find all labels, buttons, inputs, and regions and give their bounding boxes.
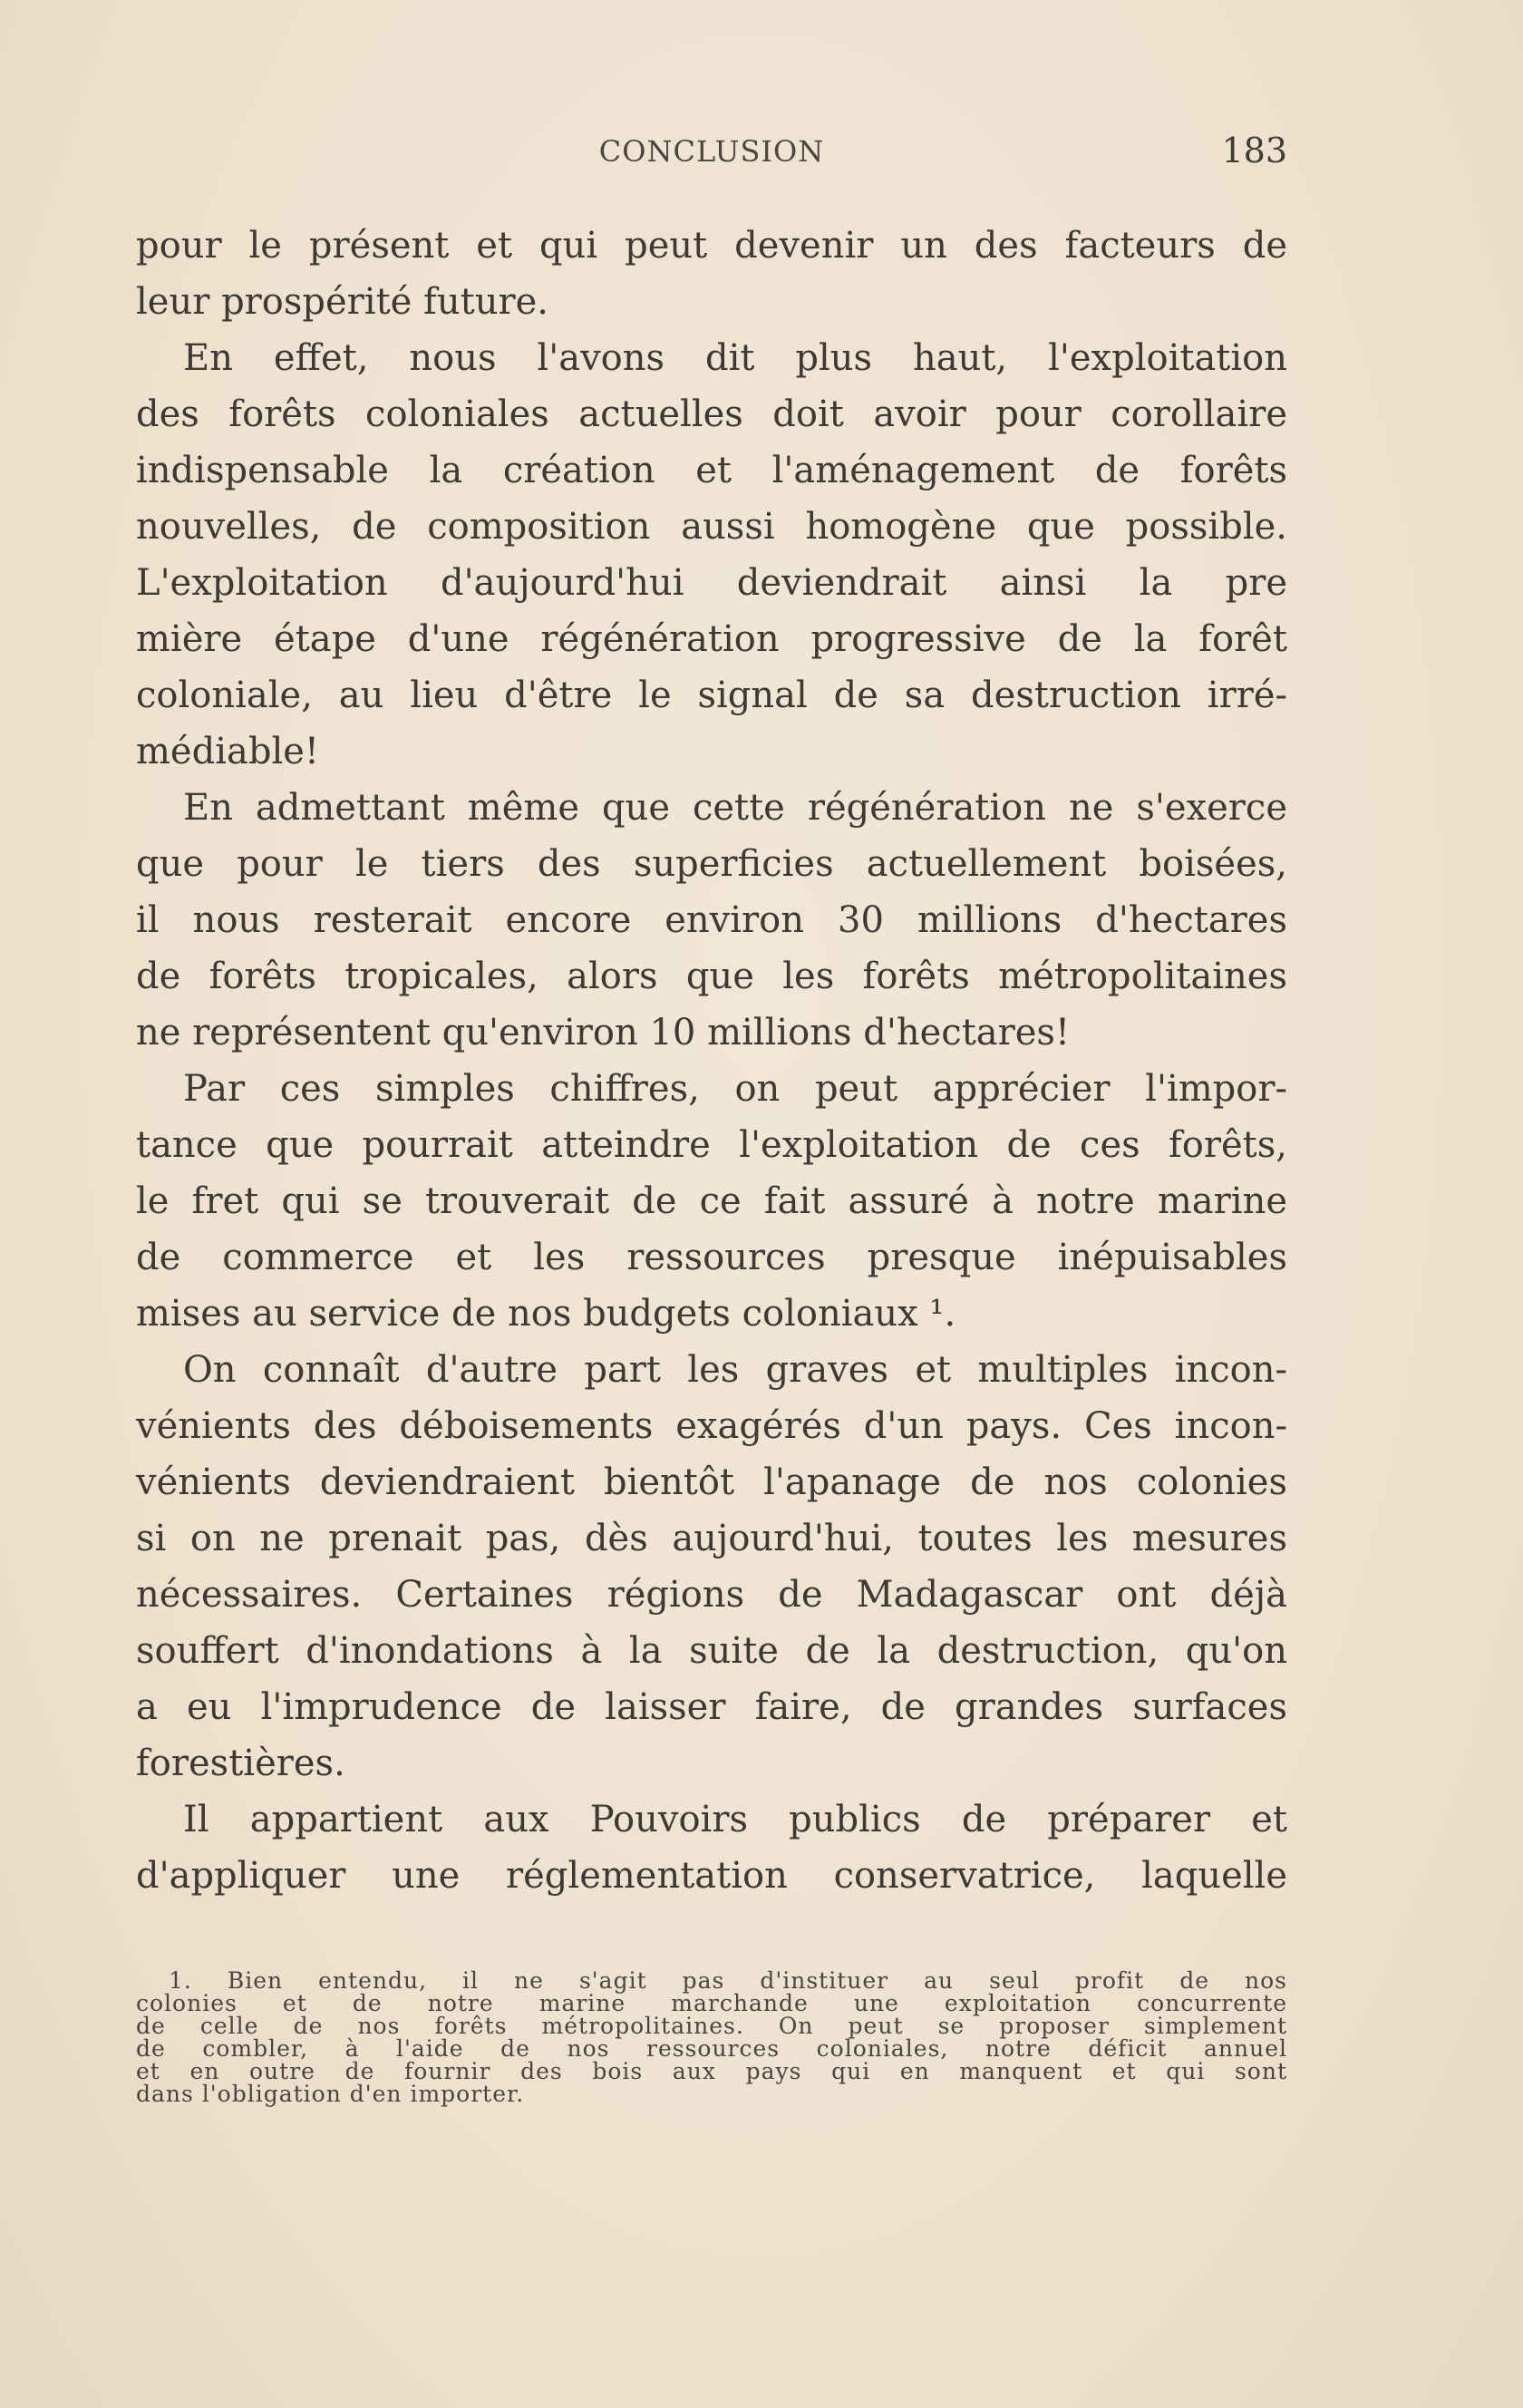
text-line: nécessaires. Certaines régions de Madagascar ont déjà <box>136 1574 1287 1616</box>
text-line: souffert d'inondations à la suite de la destruction, qu'on <box>136 1630 1287 1672</box>
text-line: de commerce et les ressources presque inépuisables <box>136 1237 1287 1278</box>
text-line: il nous resterait encore environ 30 millions d'hectares <box>136 899 1287 941</box>
text-line: pour le présent et qui peut devenir un des facteurs de <box>136 225 1287 267</box>
footnote-line: 1. Bien entendu, il ne s'agit pas d'instituer au seul profit de nos <box>169 1967 1287 1994</box>
text-line: si on ne prenait pas, dès aujourd'hui, toutes les mesures <box>136 1518 1287 1559</box>
text-line: que pour le tiers des superficies actuellement boisées, <box>136 843 1287 885</box>
body-text <box>136 218 1287 1904</box>
running-title: CONCLUSION <box>598 134 825 169</box>
text-line: En effet, nous l'avons dit plus haut, l'exploitation <box>183 337 1287 379</box>
text-line: Il appartient aux Pouvoirs publics de préparer et <box>183 1799 1287 1840</box>
text-line: de forêts tropicales, alors que les forêts métropolitaines <box>136 956 1287 997</box>
footnote-line: colonies et de notre marine marchande une exploitation concurrente <box>136 1990 1287 2016</box>
text-line: L'exploitation d'aujourd'hui deviendrait ainsi la pre <box>136 562 1287 604</box>
text-line: ne représentent qu'environ 10 millions d'hectares! <box>136 1012 1071 1054</box>
text-line: tance que pourrait atteindre l'exploitation de ces forêts, <box>136 1124 1287 1166</box>
text-line: des forêts coloniales actuelles doit avoir pour corollaire <box>136 393 1287 435</box>
page-number: 183 <box>1221 131 1287 170</box>
text-line: En admettant même que cette régénération ne s'exerce <box>183 787 1287 829</box>
text-line: vénients des déboisements exagérés d'un pays. Ces incon- <box>136 1405 1287 1447</box>
text-line: mises au service de nos budgets coloniaux ¹. <box>136 1293 956 1335</box>
text-line: leur prospérité future. <box>136 281 548 323</box>
text-line: On connaît d'autre part les graves et multiples incon- <box>183 1349 1287 1391</box>
text-line: médiable! <box>136 731 319 772</box>
text-line: a eu l'imprudence de laisser faire, de grandes surfaces <box>136 1686 1287 1728</box>
text-line: Par ces simples chiffres, on peut apprécier l'impor- <box>183 1068 1287 1110</box>
text-line: d'appliquer une réglementation conservatrice, laquelle <box>136 1855 1287 1897</box>
footnotes <box>136 1969 1287 2105</box>
text-line: mière étape d'une régénération progressive de la forêt <box>136 618 1287 660</box>
text-line: indispensable la création et l'aménagement de forêts <box>136 450 1287 491</box>
footnote-line: de combler, à l'aide de nos ressources coloniales, notre déficit annuel <box>136 2035 1287 2062</box>
footnote-line: dans l'obligation d'en importer. <box>136 2081 525 2107</box>
footnote-line: et en outre de fournir des bois aux pays qui en manquent et qui sont <box>136 2058 1287 2084</box>
running-head <box>136 131 1287 180</box>
text-line: coloniale, au lieu d'être le signal de sa destruction irré- <box>136 675 1287 716</box>
text-line: nouvelles, de composition aussi homogène que possible. <box>136 506 1287 548</box>
text-line: vénients deviendraient bientôt l'apanage de nos colonies <box>136 1461 1287 1503</box>
text-line: forestières. <box>136 1743 345 1784</box>
footnote-line: de celle de nos forêts métropolitaines. On peut se proposer simplement <box>136 2013 1287 2039</box>
text-line: le fret qui se trouverait de ce fait assuré à notre marine <box>136 1180 1287 1222</box>
